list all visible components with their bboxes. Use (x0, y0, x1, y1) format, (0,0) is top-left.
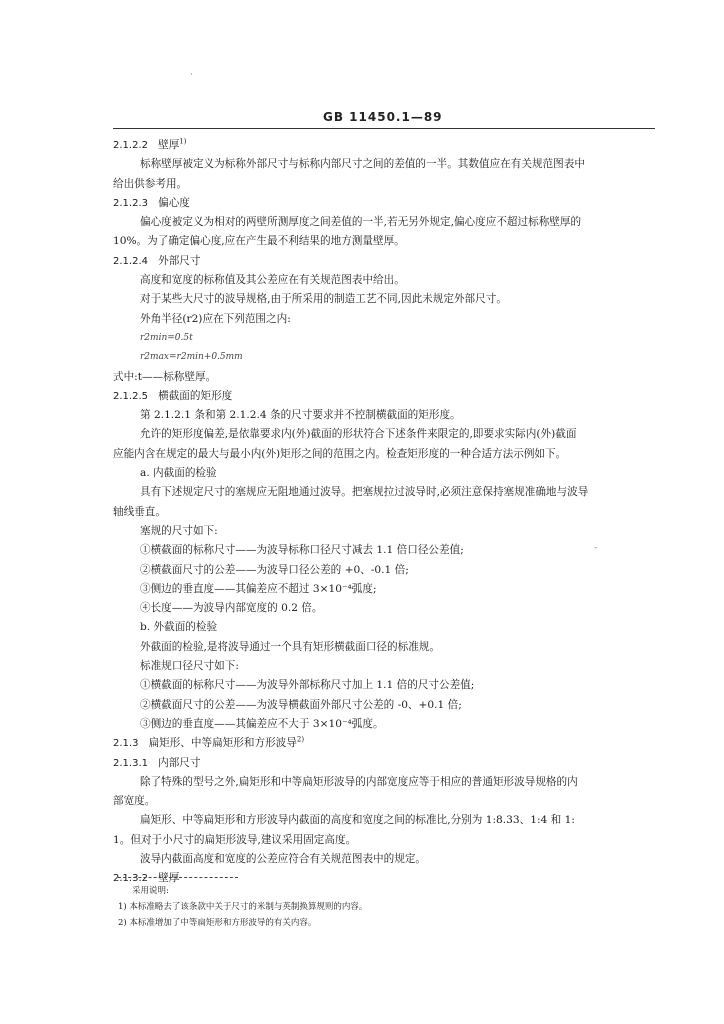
section-number: 2.1.2.3 (113, 197, 148, 209)
paragraph-line: 对于某些大尺寸的波导规格,由于所采用的制造工艺不同,因此未规定外部尺寸。 (140, 293, 507, 306)
section-number: 2.1.2.5 (113, 390, 148, 402)
section-heading (113, 754, 655, 773)
paragraph-line: 扁矩形、中等扁矩形和方形波导内截面的高度和宽度之间的标准比,分别为 1:8.33、1:4 和 1: (140, 814, 575, 827)
paragraph-line: ④长度——为波导内部宽度的 0.2 倍。 (140, 602, 323, 615)
footnote-item: 1) 本标准略去了该条款中关于尺寸的米制与英制换算规则的内容。 (118, 902, 368, 912)
section-heading (113, 734, 655, 753)
paragraph-line: ②横截面尺寸的公差——为波导横截面外部尺寸公差的 -0、+0.1 倍; (140, 698, 462, 711)
section-title: 扁矩形、中等扁矩形和方形波导 (148, 737, 297, 750)
paragraph-line: 式中:t——标称壁厚。 (113, 370, 217, 383)
section-title: 外部尺寸 (158, 254, 201, 267)
section-heading (113, 387, 655, 406)
paragraph-line: 给出供参考用。 (113, 177, 188, 190)
paragraph-line: 10%。为了确定偏心度,应在产生最不利结果的地方测量壁厚。 (113, 235, 405, 248)
list-heading: b. 外截面的检验 (140, 621, 218, 634)
paragraph-line: 部宽度。 (113, 795, 156, 808)
footnote-title: 采用说明: (132, 886, 169, 896)
section-title: 壁厚 (158, 139, 180, 151)
scan-dot-mark: · (190, 70, 193, 80)
section-heading (113, 252, 655, 271)
paragraph-line: ①横截面的标称尺寸——为波导外部标称尺寸加上 1.1 倍的尺寸公差值; (140, 679, 475, 692)
paragraph-line: ①横截面的标称尺寸——为波导标称口径尺寸减去 1.1 倍口径公差值; (140, 544, 464, 557)
section-number: 2.1.3.1 (113, 757, 148, 769)
formula-line: r2min=0.5t (140, 332, 193, 343)
paragraph-line: 塞规的尺寸如下: (140, 524, 218, 537)
paragraph-line: 第 2.1.2.1 条和第 2.1.2.4 条的尺寸要求并不控制横截面的矩形度。 (140, 409, 461, 422)
paragraph-line: 轴线垂直。 (113, 505, 166, 518)
section-number: 2.1.2.4 (113, 255, 148, 267)
paragraph-line: 允许的矩形度偏差,是依靠要求内(外)截面的形状符合下述条件来限定的,即要求实际内(外)截面 (140, 428, 577, 441)
paragraph-line: ③侧边的垂直度——其偏差应不大于 3×10⁻⁴弧度。 (140, 717, 384, 730)
section-heading (113, 136, 655, 155)
paragraph-line: 高度和宽度的标称值及其公差应在有关规范图表中给出。 (140, 274, 405, 287)
paragraph-line: 偏心度被定义为相对的两壁所测厚度之间差值的一半,若无另外规定,偏心度应不超过标称壁厚的 (140, 216, 582, 229)
body-text (113, 136, 655, 889)
list-heading: a. 内截面的检验 (140, 467, 217, 480)
paragraph-line: ②横截面尺寸的公差——为波导口径公差的 +0、-0.1 倍; (140, 563, 409, 576)
footnotes (118, 883, 658, 931)
paragraph-line: 波导内截面高度和宽度的公差应符合有关规范图表中的规定。 (140, 852, 427, 865)
standard-number-header: GB 11450.1—89 (323, 110, 443, 124)
footnote-ref: 2) (296, 735, 305, 744)
section-title: 内部尺寸 (158, 756, 201, 769)
formula-line: r2max=r2min+0.5mm (140, 352, 243, 363)
section-title: 壁厚 (158, 872, 180, 885)
paragraph-line: 具有下述规定尺寸的塞规应无阻地通过波导。把塞规拉过波导时,必须注意保持塞规准确地与波导 (140, 486, 589, 499)
scan-side-mark: - (594, 543, 598, 553)
footnote-ref: 1) (179, 137, 187, 146)
header-rule (113, 128, 655, 129)
section-number: 2.1.3.2 (113, 873, 148, 885)
footnote-item: 2) 本标准增加了中等扁矩形和方形波导的有关内容。 (118, 918, 317, 928)
section-title: 偏心度 (158, 196, 190, 209)
paragraph-line: ③侧边的垂直度——其偏差应不超过 3×10⁻⁴弧度; (140, 582, 377, 595)
paragraph-line: 应能内含在规定的最大与最小内(外)矩形之间的范围之内。检查矩形度的一种合适方法示例如下。 (113, 447, 567, 460)
section-heading (113, 194, 655, 213)
paragraph-line: 外角半径(r2)应在下列范围之内: (140, 312, 291, 325)
paragraph-line: 除了特殊的型号之外,扁矩形和中等扁矩形波导的内部宽度应等于相应的普通矩形波导规格的内 (140, 775, 578, 788)
section-title: 横截面的矩形度 (158, 389, 233, 402)
paragraph-line: 标准规口径尺寸如下: (140, 660, 239, 673)
paragraph-line: 标称壁厚被定义为标称外部尺寸与标称内部尺寸之间的差值的一半。其数值应在有关规范图表中 (140, 158, 585, 171)
paragraph-line: 外截面的检验,是将波导通过一个具有矩形横截面口径的标准规。 (140, 640, 440, 653)
footnote-separator (118, 877, 238, 878)
paragraph-line: 1。但对于小尺寸的扁矩形波导,建议采用固定高度。 (113, 833, 357, 846)
section-number: 2.1.2.2 (113, 140, 148, 151)
section-number: 2.1.3 (113, 738, 139, 750)
